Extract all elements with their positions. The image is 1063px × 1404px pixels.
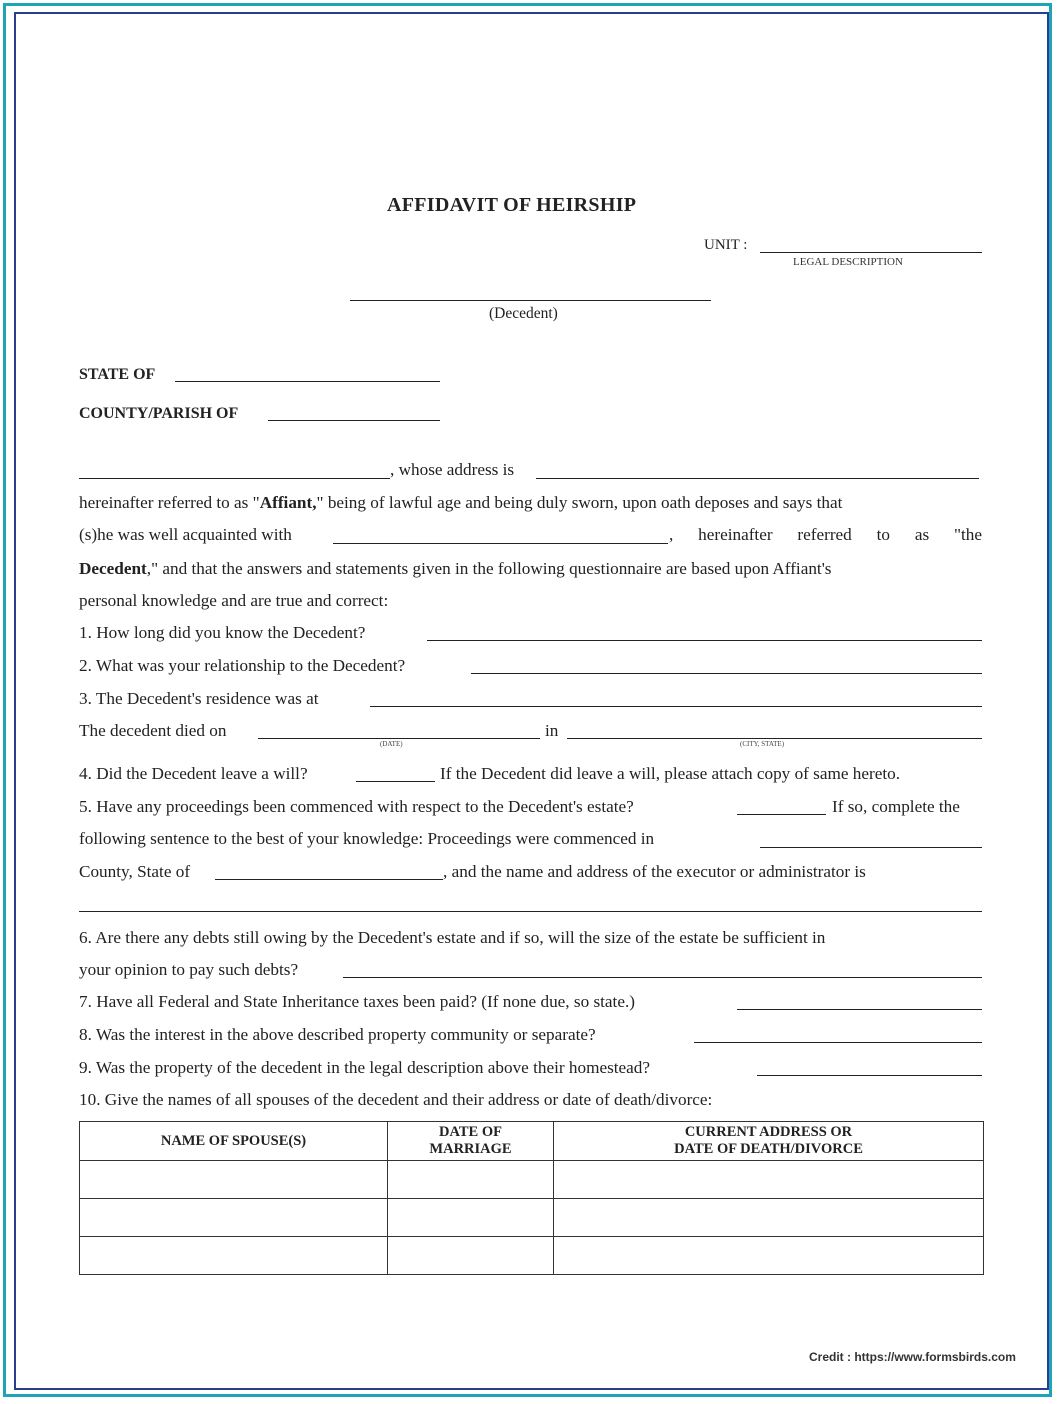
question-5-followup: If so, complete the bbox=[832, 797, 960, 816]
question-3: 3. The Decedent's residence was at bbox=[79, 689, 319, 708]
death-place-field[interactable] bbox=[567, 738, 982, 739]
question-6-cont: your opinion to pay such debts? bbox=[79, 960, 299, 979]
affiant-name-field[interactable] bbox=[79, 478, 390, 479]
question-2: 2. What was your relationship to the Decedent? bbox=[79, 656, 406, 675]
acquainted-with-field[interactable] bbox=[333, 543, 668, 544]
proceedings-state-field[interactable] bbox=[215, 879, 443, 880]
question-3-field[interactable] bbox=[370, 706, 982, 707]
question-8: 8. Was the interest in the above described property community or separate? bbox=[79, 1025, 596, 1044]
table-header-row bbox=[80, 1122, 984, 1161]
question-5: 5. Have any proceedings been commenced with respect to the Decedent's estate? bbox=[79, 797, 634, 816]
question-1: 1. How long did you know the Decedent? bbox=[79, 623, 366, 642]
question-7-field[interactable] bbox=[737, 1009, 982, 1010]
state-field[interactable] bbox=[175, 381, 440, 382]
marriage-date-cell[interactable] bbox=[388, 1199, 554, 1237]
date-caption: (DATE) bbox=[380, 740, 403, 748]
question-6-field[interactable] bbox=[343, 977, 982, 978]
county-state-label: County, State of bbox=[79, 862, 191, 881]
intro-line-3: Decedent," and that the answers and statements given in the following questionnaire are based upon Affiant's bbox=[79, 559, 832, 578]
death-date-field[interactable] bbox=[258, 738, 540, 739]
question-10: 10. Give the names of all spouses of the decedent and their address or date of death/divorce: bbox=[79, 1090, 713, 1109]
column-header-name: NAME OF SPOUSE(S) bbox=[80, 1122, 388, 1161]
address-cell[interactable] bbox=[554, 1199, 984, 1237]
question-5-field[interactable] bbox=[737, 814, 826, 815]
table-row bbox=[80, 1161, 984, 1199]
unit-field[interactable] bbox=[760, 252, 982, 253]
column-header-marriage: DATE OF MARRIAGE bbox=[388, 1122, 554, 1161]
question-4-field[interactable] bbox=[356, 781, 435, 782]
marriage-date-cell[interactable] bbox=[388, 1237, 554, 1275]
affiant-address-field[interactable] bbox=[536, 478, 979, 479]
address-cell[interactable] bbox=[554, 1237, 984, 1275]
table-row bbox=[80, 1199, 984, 1237]
credit-text: Credit : https://www.formsbirds.com bbox=[809, 1350, 1016, 1364]
proceedings-county-field[interactable] bbox=[760, 847, 982, 848]
spouse-name-cell[interactable] bbox=[80, 1237, 388, 1275]
city-state-caption: (CITY, STATE) bbox=[740, 740, 785, 748]
state-label: STATE OF bbox=[79, 366, 156, 383]
question-9-field[interactable] bbox=[757, 1075, 982, 1076]
question-6: 6. Are there any debts still owing by the Decedent's estate and if so, will the size of the estate be sufficient in bbox=[79, 928, 826, 947]
unit-label: UNIT : bbox=[704, 237, 748, 253]
question-4: 4. Did the Decedent leave a will? bbox=[79, 764, 308, 783]
column-header-address: CURRENT ADDRESS OR DATE OF DEATH/DIVORCE bbox=[554, 1122, 984, 1161]
question-5-sentence: following sentence to the best of your knowledge: Proceedings were commenced in bbox=[79, 829, 655, 848]
decedent-caption: (Decedent) bbox=[489, 305, 558, 322]
executor-text: , and the name and address of the executor or administrator is bbox=[443, 862, 866, 881]
acquainted-text: (s)he was well acquainted with bbox=[79, 525, 292, 544]
question-2-field[interactable] bbox=[471, 673, 982, 674]
marriage-date-cell[interactable] bbox=[388, 1161, 554, 1199]
county-field[interactable] bbox=[268, 420, 440, 421]
died-on-label: The decedent died on bbox=[79, 721, 227, 740]
decedent-name-field[interactable] bbox=[350, 300, 711, 301]
legal-description-caption: LEGAL DESCRIPTION bbox=[793, 256, 903, 268]
spouses-table bbox=[79, 1121, 984, 1275]
address-cell[interactable] bbox=[554, 1161, 984, 1199]
question-9: 9. Was the property of the decedent in the legal description above their homestead? bbox=[79, 1058, 651, 1077]
executor-field[interactable] bbox=[79, 911, 982, 912]
table-row bbox=[80, 1237, 984, 1275]
in-label: in bbox=[545, 721, 559, 740]
intro-line-1: hereinafter referred to as "Affiant," being of lawful age and being duly sworn, upon oath deposes and says that bbox=[79, 493, 843, 512]
spouse-name-cell[interactable] bbox=[80, 1161, 388, 1199]
form-title: AFFIDAVIT OF HEIRSHIP bbox=[387, 194, 637, 216]
hereinafter-text: , hereinafter referred to as "the bbox=[669, 525, 982, 544]
question-8-field[interactable] bbox=[694, 1042, 982, 1043]
whose-address-text: , whose address is bbox=[390, 460, 515, 479]
county-label: COUNTY/PARISH OF bbox=[79, 405, 239, 422]
question-7: 7. Have all Federal and State Inheritance taxes been paid? (If none due, so state.) bbox=[79, 992, 635, 1011]
intro-line-4: personal knowledge and are true and correct: bbox=[79, 591, 389, 610]
spouse-name-cell[interactable] bbox=[80, 1199, 388, 1237]
question-4-note: If the Decedent did leave a will, please attach copy of same hereto. bbox=[440, 764, 901, 783]
question-1-field[interactable] bbox=[427, 640, 982, 641]
